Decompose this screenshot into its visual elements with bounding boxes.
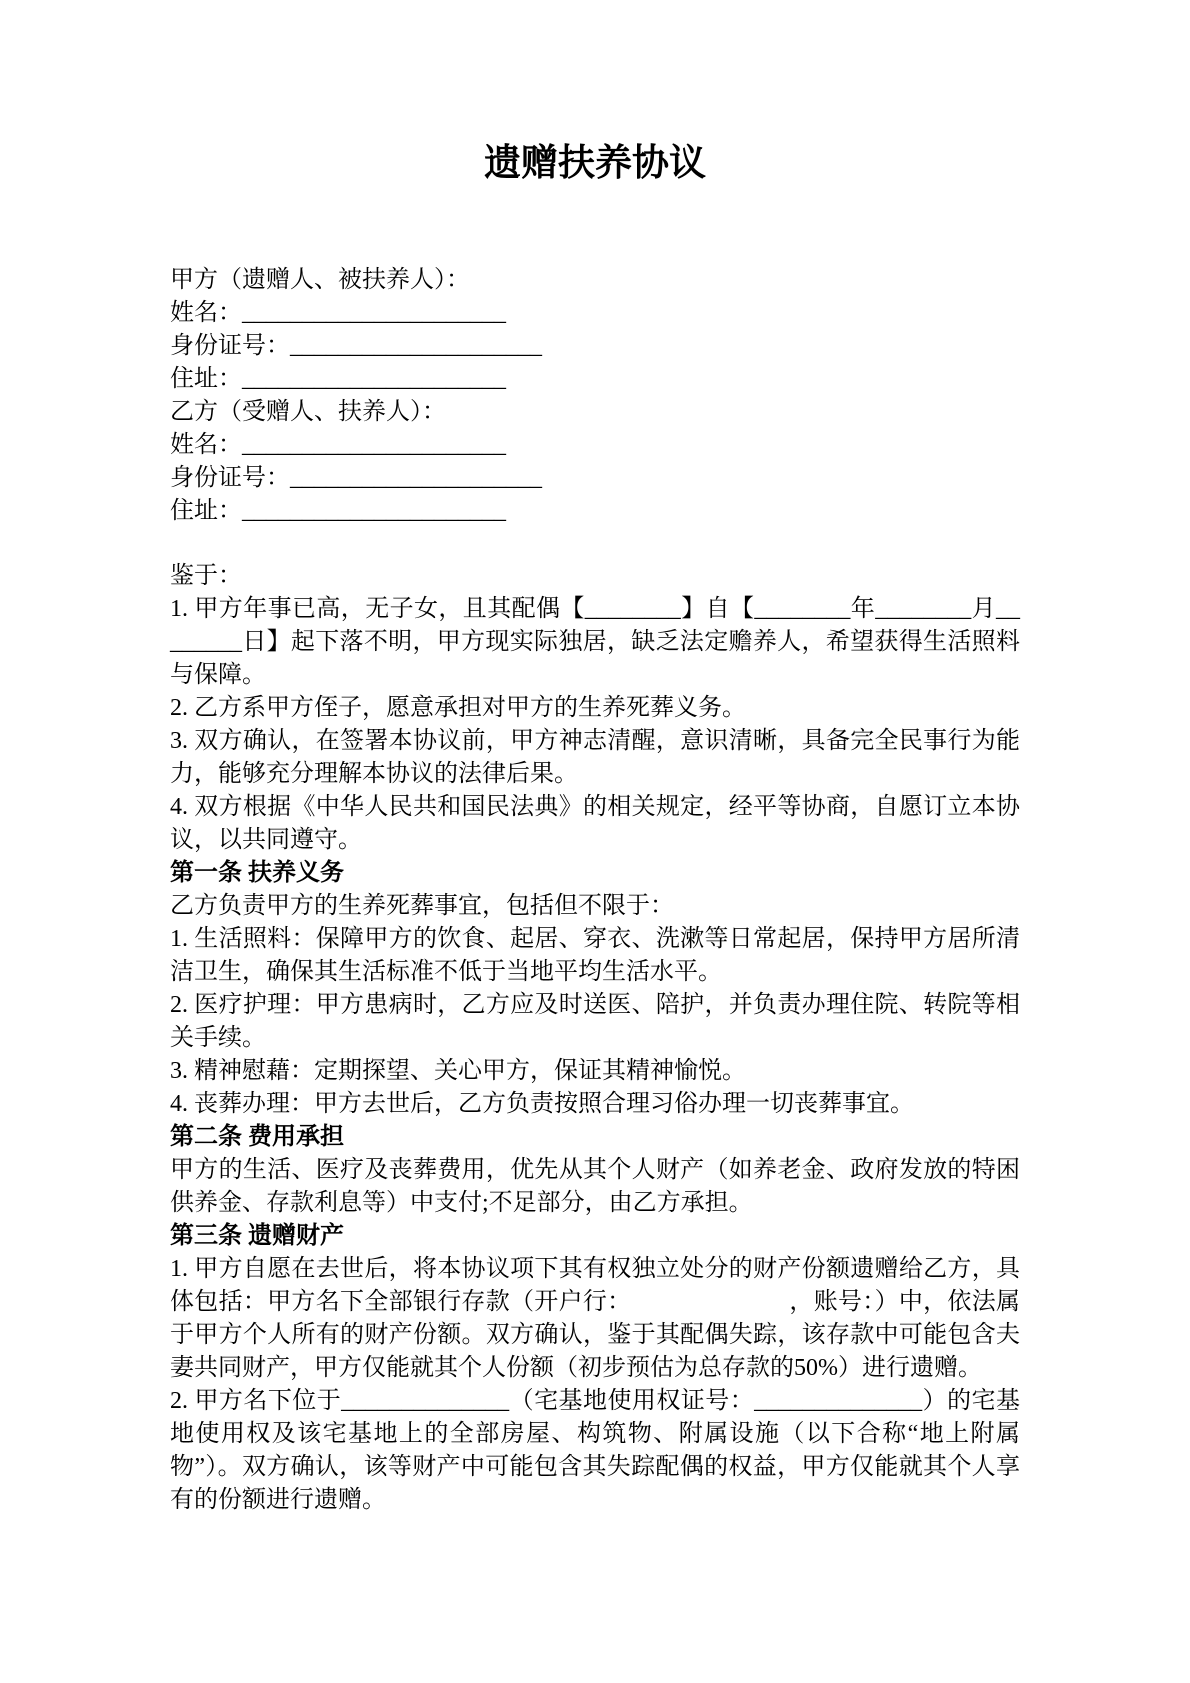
recital-item-4: 4. 双方根据《中华人民共和国民法典》的相关规定，经平等协商，自愿订立本协议，以共同遵守。 (170, 794, 1020, 854)
recitals-block (170, 560, 1020, 857)
id-label: 身份证号： (170, 465, 290, 492)
article-2-block (170, 1121, 1020, 1220)
article-3-item-2: 2. 甲方名下位于______________（宅基地使用权证号：______________）的宅基地使用权及该宅基地上的全部房屋、构筑物、附属设施（以下合称“地上附属物”）。双方确认，该等财产中可能包含其失踪配偶的权益，甲方仅能就其个人享有的份额进行遗赠。 (170, 1388, 1020, 1514)
id-blank-line: _____________________ (290, 333, 542, 360)
article-1-item-4: 4. 丧葬办理：甲方去世后，乙方负责按照合理习俗办理一切丧葬事宜。 (170, 1091, 914, 1118)
name-blank-line: ______________________ (242, 300, 506, 327)
party-b-name-line (170, 429, 1020, 462)
id-label: 身份证号： (170, 333, 290, 360)
section-spacer (170, 528, 1020, 560)
article-1-block (170, 857, 1020, 1121)
recital-item-3: 3. 双方确认，在签署本协议前，甲方神志清醒，意识清晰，具备完全民事行为能力，能够充分理解本协议的法律后果。 (170, 728, 1020, 788)
party-a-name-line (170, 297, 1020, 330)
recitals-heading: 鉴于： (170, 563, 242, 590)
address-label: 住址： (170, 366, 242, 393)
address-label: 住址： (170, 498, 242, 525)
article-1-heading: 第一条 扶养义务 (170, 860, 344, 887)
party-b-id-line (170, 462, 1020, 495)
article-2-paragraph: 甲方的生活、医疗及丧葬费用，优先从其个人财产（如养老金、政府发放的特困供养金、存款利息等）中支付;不足部分，由乙方承担。 (170, 1157, 1020, 1217)
party-b-block (170, 396, 1020, 528)
article-1-item-3: 3. 精神慰藉：定期探望、关心甲方，保证其精神愉悦。 (170, 1058, 746, 1085)
party-b-address-line (170, 495, 1020, 528)
party-a-block (170, 264, 1020, 396)
article-1-item-2: 2. 医疗护理：甲方患病时，乙方应及时送医、陪护，并负责办理住院、转院等相关手续。 (170, 992, 1020, 1052)
address-blank-line: ______________________ (242, 498, 506, 525)
address-blank-line: ______________________ (242, 366, 506, 393)
name-label: 姓名： (170, 432, 242, 459)
id-blank-line: _____________________ (290, 465, 542, 492)
article-2-heading: 第二条 费用承担 (170, 1124, 344, 1151)
party-a-id-line (170, 330, 1020, 363)
document-title: 遗赠扶养协议 (484, 143, 706, 184)
party-a-heading: 甲方（遗赠人、被扶养人）： (170, 267, 470, 294)
article-1-intro: 乙方负责甲方的生养死葬事宜，包括但不限于： (170, 893, 674, 920)
article-3-heading: 第三条 遗赠财产 (170, 1223, 344, 1250)
recital-item-2: 2. 乙方系甲方侄子，愿意承担对甲方的生养死葬义务。 (170, 695, 746, 722)
name-label: 姓名： (170, 300, 242, 327)
article-3-item-1: 1. 甲方自愿在去世后，将本协议项下其有权独立处分的财产份额遗赠给乙方，具体包括：甲方名下全部银行存款（开户行： ，账号：）中，依法属于甲方个人所有的财产份额。双方确认，鉴于其配偶失踪，该存款中可能包含夫妻共同财产，甲方仅能就其个人份额（初步预估为总存款的50%）进行遗赠。 (170, 1256, 1020, 1382)
party-b-heading: 乙方（受赠人、扶养人）： (170, 399, 446, 426)
article-3-block (170, 1220, 1020, 1517)
name-blank-line: ______________________ (242, 432, 506, 459)
recital-item-1: 1. 甲方年事已高，无子女，且其配偶【________】自【________年________月________日】起下落不明，甲方现实际独居，缺乏法定赡养人，希望获得生活照料与保障。 (170, 596, 1020, 689)
article-1-item-1: 1. 生活照料：保障甲方的饮食、起居、穿衣、洗漱等日常起居，保持甲方居所清洁卫生，确保其生活标准不低于当地平均生活水平。 (170, 926, 1020, 986)
party-a-address-line (170, 363, 1020, 396)
